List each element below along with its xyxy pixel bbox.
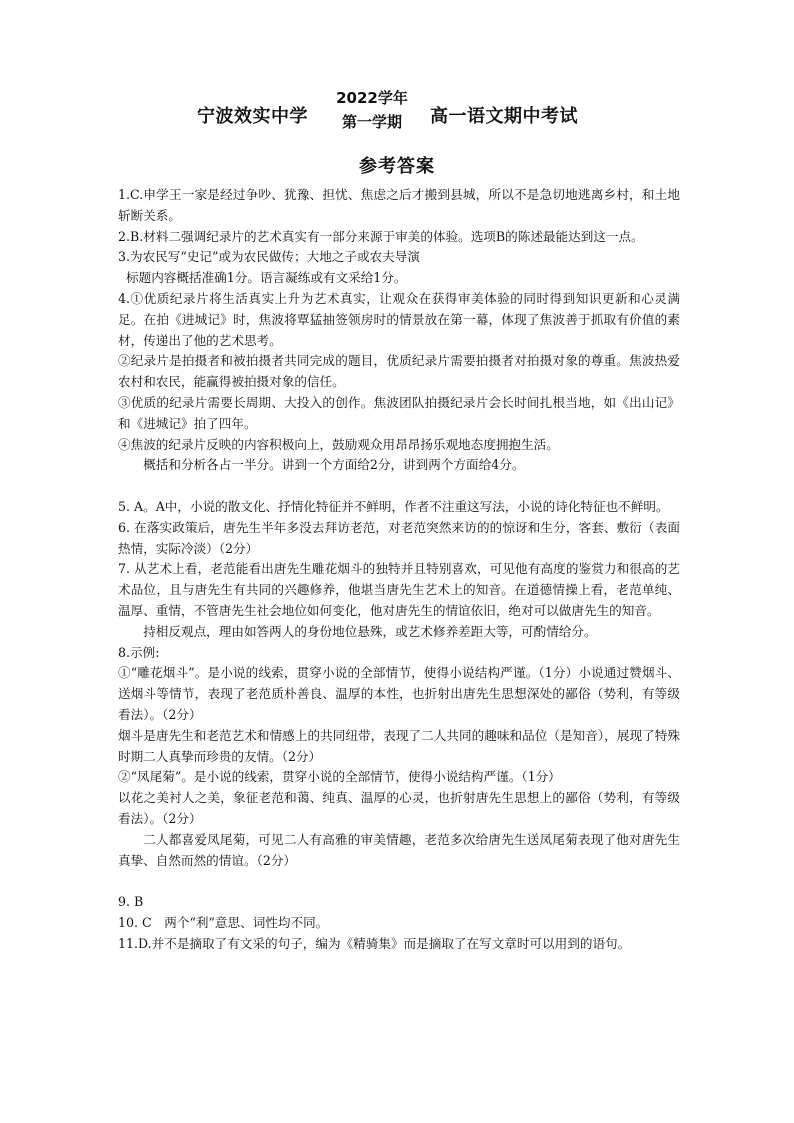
answer-body bbox=[118, 185, 680, 954]
answer-paragraph: 11.D.并不是摘取了有文采的句子，编为《精骑集》而是摘取了在写文章时可以用到的语句。 bbox=[118, 935, 631, 951]
answer-paragraph: 2.B.材料二强调纪录片的艺术真实有一部分来源于审美的体验。选项B的陈述最能达到这一点。 bbox=[118, 228, 644, 244]
answer-paragraph: 标题内容概括准确1分。语言凝练或有文采给1分。 bbox=[126, 270, 407, 286]
answer-paragraph: ①“雕花烟斗”。是小说的线索，贯穿小说的全部情节，使得小说结构严谨。（1分）小说通过赞烟斗、送烟斗等情节，表现了老范质朴善良、温厚的本性，也折射出唐先生思想深处的鄙俗（势利，有等级看法）。（2分） bbox=[118, 665, 680, 722]
answer-paragraph: 二人都喜爱凤尾菊，可见二人有高雅的审美情趣，老范多次给唐先生送凤尾菊表现了他对唐先生真挚、自然而然的情谊。（2分） bbox=[118, 831, 680, 868]
answer-paragraph: 3.为农民写“史记”或为农民做传；大地之子或农夫导演 bbox=[118, 249, 420, 265]
answer-paragraph: 4.①优质纪录片将生活真实上升为艺术真实，让观众在获得审美体验的同时得到知识更新和心灵满足。在拍《进城记》时，焦波将覃猛抽签领房时的情景放在第一幕，体现了焦波善于抓取有价值的素材，传递出了他的艺术思考。 bbox=[118, 290, 680, 348]
exam-title: 高一语文期中考试 bbox=[430, 106, 578, 127]
answer-paragraph: 10. C 两个“利”意思、词性均不同。 bbox=[118, 914, 329, 930]
answer-paragraph: 烟斗是唐先生和老范艺术和情感上的共同纽带，表现了二人共同的趣味和品位（是知音），展现了特殊时期二人真挚而珍贵的友情。（2分） bbox=[118, 727, 680, 764]
answer-paragraph: ②纪录片是拍摄者和被拍摄者共同完成的题目，优质纪录片需要拍摄者对拍摄对象的尊重。焦波热爱农村和农民，能赢得被拍摄对象的信任。 bbox=[118, 353, 680, 390]
semester: 第一学期 bbox=[341, 113, 402, 131]
answer-paragraph: 1.C.申学王一家是经过争吵、犹豫、担忧、焦虑之后才搬到县城，所以不是急切地逃离乡村，和土地斩断关系。 bbox=[118, 187, 680, 223]
blank-line bbox=[118, 476, 680, 497]
blank-line bbox=[118, 871, 680, 892]
answer-paragraph: 持相反观点，理由如答两人的身份地位悬殊，或艺术修养差距大等，可酌情给分。 bbox=[143, 623, 597, 639]
answer-paragraph: 以花之美衬人之美，象征老范和蔼、纯真、温厚的心灵，也折射唐先生思想上的鄙俗（势利，有等级看法）。（2分） bbox=[118, 790, 680, 826]
school-year: 2022学年 bbox=[336, 89, 408, 107]
answer-paragraph: ③优质的纪录片需要长周期、大投入的创作。焦波团队拍摄纪录片会长时间扎根当地，如《出山记》和《进城记》拍了四年。 bbox=[118, 394, 680, 431]
school-name: 宁波效实中学 bbox=[197, 106, 308, 127]
answer-paragraph: 5. A。A中，小说的散文化、抒情化特征并不鲜明，作者不注重这写法，小说的诗化特征也不鲜明。 bbox=[118, 498, 669, 514]
answer-paragraph: 9. B bbox=[118, 894, 144, 910]
answer-paragraph: 7. 从艺术上看，老范能看出唐先生雕花烟斗的独特并且特别喜欢，可见他有高度的鉴赏力和很高的艺术品位，且与唐先生有共同的兴趣修养，他堪当唐先生艺术上的知音。在道德情操上看，老范单纯、温厚、重情，不管唐先生社会地位如何变化，他对唐先生的情谊依旧，绝对可以做唐先生的知音。 bbox=[118, 561, 680, 618]
term-block bbox=[330, 86, 414, 134]
answer-paragraph: ④焦波的纪录片反映的内容积极向上，鼓励观众用昂昂扬乐观地态度拥抱生活。 bbox=[118, 436, 559, 452]
document-subtitle: 参考答案 bbox=[359, 156, 435, 177]
answer-paragraph: ②“凤尾菊”。是小说的线索，贯穿小说的全部情节，使得小说结构严谨。（1分） bbox=[118, 769, 561, 785]
answer-paragraph: 6. 在落实政策后，唐先生半年多没去拜访老范，对老范突然来访的的惊讶和生分，客套、敷衍（表面热情，实际冷淡）（2分） bbox=[118, 519, 680, 556]
answer-paragraph: 8.示例: bbox=[118, 644, 160, 660]
document-header bbox=[0, 86, 794, 136]
answer-paragraph: 概括和分析各占一半分。讲到一个方面给2分，讲到两个方面给4分。 bbox=[143, 457, 525, 473]
